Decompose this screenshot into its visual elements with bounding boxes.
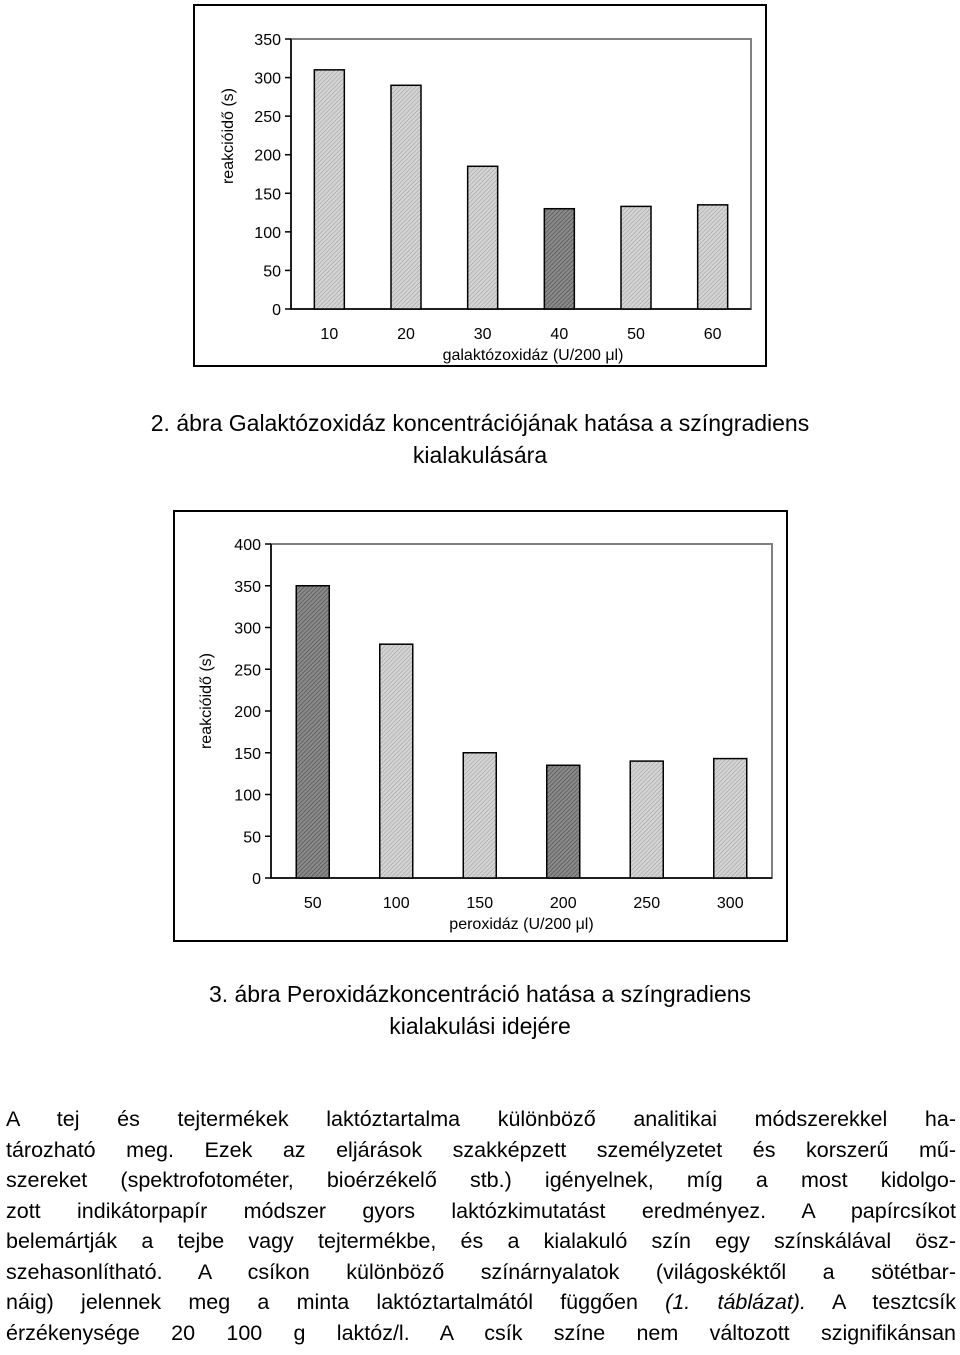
x-tick-label: 300: [716, 895, 744, 912]
chart-1-frame: [193, 4, 767, 367]
body-line-2: tározható meg. Ezek az eljárások szakképzett személyzetet és korszerű mű-: [6, 1137, 956, 1162]
body-line-1: A tej és tejtermékek laktóztartalma különböző analitikai módszerekkel ha-: [6, 1107, 956, 1131]
x-tick-label: 100: [382, 895, 410, 912]
x-axis-label: galaktózoxidáz (U/200 μl): [442, 347, 624, 364]
body-line-7-part-b: A tesztcsík: [805, 1290, 957, 1314]
x-tick-label: 150: [466, 895, 494, 912]
y-tick-label: 350: [234, 578, 261, 596]
chart-2-peroxidaz: [175, 512, 790, 944]
y-tick-label: 300: [254, 70, 281, 88]
body-paragraph: [6, 1104, 956, 1348]
body-line-8: érzékenysége 20 100 g laktóz/l. A csík színe nem változott szignifikánsan: [6, 1320, 956, 1345]
body-line-3: szereket (spektrofotométer, bioérzékelő stb.) igényelnek, míg a most kidolgo-: [6, 1168, 956, 1192]
x-axis-label: peroxidáz (U/200 μl): [449, 916, 594, 933]
body-line-4: zott indikátorpapír módszer gyors laktózkimutatást eredményez. A papírcsíkot: [6, 1198, 956, 1223]
chart-2-frame: [173, 510, 788, 942]
y-tick-label: 100: [234, 787, 261, 805]
x-tick-label: 200: [549, 895, 577, 912]
y-tick-label: 50: [263, 263, 281, 281]
bar: [380, 644, 413, 878]
y-axis-label: reakcióidő (s): [220, 87, 237, 185]
y-tick-label: 200: [254, 147, 281, 165]
body-line-6: szehasonlítható. A csíkon különböző színárnyalatok (világoskéktől a sötétbar-: [6, 1259, 956, 1284]
figure-3-caption-line-1: 3. ábra Peroxidázkoncentráció hatása a színgradiens: [208, 981, 752, 1007]
bar: [621, 206, 651, 309]
bar: [544, 209, 574, 309]
x-tick-label: 60: [703, 326, 722, 343]
bar: [314, 70, 344, 309]
chart-1-galaktozoxidaz: [195, 6, 769, 369]
figure-2-caption-line-1: 2. ábra Galaktózoxidáz koncentrációjának hatása a színgradiens: [150, 410, 810, 436]
y-tick-label: 100: [254, 224, 281, 242]
x-tick-label: 50: [627, 326, 645, 343]
x-tick-label: 20: [397, 326, 415, 343]
y-tick-label: 300: [234, 620, 261, 638]
figure-3-caption: [0, 978, 960, 1042]
y-tick-label: 350: [254, 32, 281, 49]
body-line-7-part-a: náig) jelennek meg a minta laktóztartalmától függően: [6, 1290, 666, 1314]
plot-area: [291, 39, 751, 309]
y-tick-label: 150: [234, 745, 261, 763]
x-tick-label: 30: [473, 326, 492, 343]
body-line-5: belemártják a tejbe vagy tejtermékbe, és a kialakuló szín egy színskálával ösz-: [6, 1229, 956, 1253]
x-tick-label: 40: [550, 326, 569, 343]
bar: [630, 761, 663, 878]
x-tick-label: 250: [633, 895, 661, 912]
bar: [463, 753, 496, 878]
plot-area: [271, 544, 772, 878]
x-tick-label: 50: [303, 895, 322, 912]
bar: [391, 85, 421, 309]
bar: [698, 205, 728, 309]
bar: [714, 759, 747, 878]
y-tick-label: 0: [272, 302, 281, 319]
y-tick-label: 400: [234, 537, 261, 554]
y-tick-label: 150: [254, 186, 281, 204]
y-tick-label: 50: [243, 829, 261, 847]
x-tick-label: 10: [320, 326, 339, 343]
bar: [547, 765, 580, 878]
figure-3-caption-line-2: kialakulási idejére: [389, 1013, 571, 1039]
table-reference: (1. táblázat).: [665, 1290, 806, 1314]
y-tick-label: 0: [252, 871, 261, 888]
y-tick-label: 250: [254, 109, 281, 127]
figure-2-caption: [0, 407, 960, 471]
y-tick-label: 200: [234, 704, 261, 721]
bar: [296, 586, 329, 878]
y-axis-label: reakcióidő (s): [198, 652, 215, 750]
figure-2-caption-line-2: kialakulására: [412, 442, 548, 468]
bar: [468, 166, 498, 309]
y-tick-label: 250: [234, 662, 261, 680]
body-line-7: [6, 1287, 956, 1318]
